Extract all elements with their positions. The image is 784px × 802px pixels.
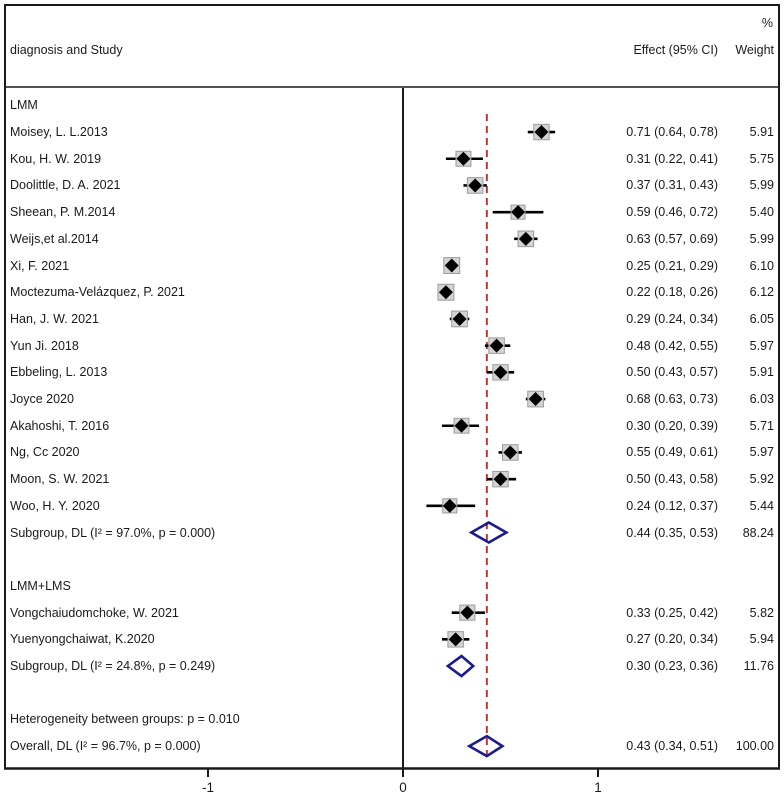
effect-ci-value: 0.63 (0.57, 0.69) <box>626 231 718 246</box>
weight-value: 6.05 <box>749 311 774 326</box>
column-header-weight: Weight <box>735 43 774 57</box>
study-label: Moisey, L. L.2013 <box>10 125 108 140</box>
weight-value: 5.44 <box>749 498 774 513</box>
column-header-effect: Effect (95% CI) <box>633 43 718 57</box>
study-label: Joyce 2020 <box>10 392 74 407</box>
weight-value: 6.10 <box>749 258 774 273</box>
weight-value: 100.00 <box>735 739 774 754</box>
weight-value: 5.99 <box>749 231 774 246</box>
effect-ci-value: 0.37 (0.31, 0.43) <box>626 178 718 193</box>
effect-ci-value: 0.33 (0.25, 0.42) <box>626 605 718 620</box>
weight-value: 5.91 <box>749 365 774 380</box>
weight-value: 6.03 <box>749 392 774 407</box>
study-label: Subgroup, DL (I² = 24.8%, p = 0.249) <box>10 659 216 674</box>
effect-ci-value: 0.71 (0.64, 0.78) <box>626 125 718 140</box>
effect-ci-value: 0.25 (0.21, 0.29) <box>626 258 718 273</box>
weight-value: 5.91 <box>749 125 774 140</box>
study-label: Woo, H. Y. 2020 <box>10 498 100 513</box>
weight-value: 5.71 <box>749 418 774 433</box>
study-label: Sheean, P. M.2014 <box>10 205 116 220</box>
heterogeneity-note: Heterogeneity between groups: p = 0.010 <box>10 712 240 727</box>
study-label: Yun Ji. 2018 <box>10 338 79 353</box>
weight-value: 5.99 <box>749 178 774 193</box>
effect-ci-value: 0.29 (0.24, 0.34) <box>626 311 718 326</box>
weight-value: 6.12 <box>749 285 774 300</box>
study-label: Moctezuma-Velázquez, P. 2021 <box>10 285 185 300</box>
study-label: Weijs,et al.2014 <box>10 231 99 246</box>
study-label: Kou, H. W. 2019 <box>10 151 102 166</box>
study-label: Doolittle, D. A. 2021 <box>10 178 121 193</box>
effect-ci-value: 0.30 (0.23, 0.36) <box>626 659 718 674</box>
study-label: Akahoshi, T. 2016 <box>10 418 110 433</box>
study-label: Vongchaiudomchoke, W. 2021 <box>10 605 179 620</box>
x-tick-label: 0 <box>399 780 407 795</box>
column-header-percent: % <box>761 16 773 30</box>
study-label: Xi, F. 2021 <box>10 258 70 273</box>
study-label: Moon, S. W. 2021 <box>10 472 110 487</box>
weight-value: 5.94 <box>749 632 774 647</box>
study-label: Subgroup, DL (I² = 97.0%, p = 0.000) <box>10 525 216 540</box>
x-tick-label: -1 <box>201 780 214 795</box>
effect-ci-value: 0.31 (0.22, 0.41) <box>626 151 718 166</box>
study-label: Ebbeling, L. 2013 <box>10 365 108 380</box>
weight-value: 5.40 <box>749 205 774 220</box>
weight-value: 5.75 <box>749 151 774 166</box>
weight-value: 5.92 <box>749 472 774 487</box>
effect-ci-value: 0.59 (0.46, 0.72) <box>626 205 718 220</box>
x-tick-label: 1 <box>594 780 602 795</box>
effect-ci-value: 0.50 (0.43, 0.57) <box>626 365 718 380</box>
study-label: Yuenyongchaiwat, K.2020 <box>10 632 155 647</box>
effect-ci-value: 0.24 (0.12, 0.37) <box>626 498 718 513</box>
group-label: LMM+LMS <box>10 578 71 593</box>
effect-ci-value: 0.22 (0.18, 0.26) <box>626 285 718 300</box>
weight-value: 11.76 <box>743 659 774 674</box>
effect-ci-value: 0.44 (0.35, 0.53) <box>626 525 718 540</box>
effect-ci-value: 0.50 (0.43, 0.58) <box>626 472 718 487</box>
study-label: Overall, DL (I² = 96.7%, p = 0.000) <box>10 739 201 754</box>
weight-value: 5.97 <box>749 338 774 353</box>
effect-ci-value: 0.30 (0.20, 0.39) <box>626 418 718 433</box>
column-header-study: diagnosis and Study <box>10 43 123 57</box>
weight-value: 88.24 <box>742 525 774 540</box>
study-label: Ng, Cc 2020 <box>10 445 80 460</box>
effect-ci-value: 0.68 (0.63, 0.73) <box>626 392 718 407</box>
effect-ci-value: 0.27 (0.20, 0.34) <box>626 632 718 647</box>
weight-value: 5.82 <box>749 605 774 620</box>
effect-ci-value: 0.43 (0.34, 0.51) <box>626 739 718 754</box>
group-label: LMM <box>10 98 38 113</box>
effect-ci-value: 0.48 (0.42, 0.55) <box>626 338 718 353</box>
weight-value: 5.97 <box>749 445 774 460</box>
study-label: Han, J. W. 2021 <box>10 311 99 326</box>
effect-ci-value: 0.55 (0.49, 0.61) <box>626 445 718 460</box>
